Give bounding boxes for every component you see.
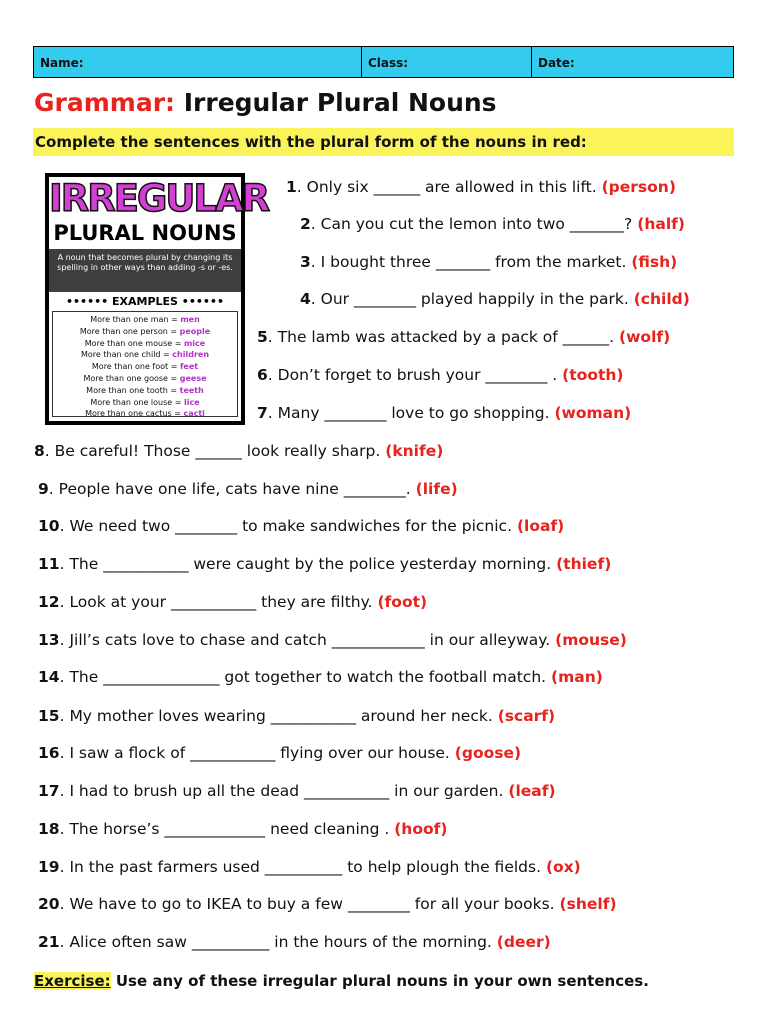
sentence-item: 16. I saw a flock of ___________ flying over our house. (goose): [38, 744, 522, 762]
sentence-noun-hint: (ox): [545, 858, 581, 876]
sentence-item: 8. Be careful! Those ______ look really sharp. (knife): [34, 442, 444, 460]
sentence-number: 12: [38, 593, 60, 611]
poster-example-row: [53, 397, 237, 409]
sentence-number: 2: [300, 215, 311, 233]
sentence-text: I saw a flock of ___________ flying over our house.: [69, 744, 450, 762]
class-field[interactable]: [362, 47, 532, 77]
poster-example-row: [53, 314, 237, 326]
sentence-number: 21: [38, 933, 60, 951]
sentence-text: Look at your ___________ they are filthy.: [69, 593, 373, 611]
sentence-number: 9: [38, 480, 49, 498]
sentence-item: 6. Don’t forget to brush your ________ . (tooth): [257, 366, 624, 384]
sentence-noun-hint: (thief): [556, 555, 612, 573]
sentence-number: 19: [38, 858, 60, 876]
poster-definition: A noun that becomes plural by changing its spelling in other ways than adding -s or -es.: [49, 249, 241, 292]
poster-example-row: [53, 373, 237, 385]
sentence-text: The _______________ got together to watch the football match.: [69, 668, 547, 686]
sentence-item: 7. Many ________ love to go shopping. (woman): [257, 404, 632, 422]
sentence-item: 15. My mother loves wearing ___________ around her neck. (scarf): [38, 707, 556, 725]
sentence-text: Many ________ love to go shopping.: [277, 404, 550, 422]
poster-example-plural: lice: [183, 397, 200, 407]
exercise-label: Exercise:: [34, 972, 111, 990]
poster-example-text: More than one goose =: [83, 373, 180, 383]
sentence-number: 4: [300, 290, 311, 308]
sentence-item: 10. We need two ________ to make sandwiches for the picnic. (loaf): [38, 517, 565, 535]
sentence-text: In the past farmers used __________ to help plough the fields.: [69, 858, 542, 876]
poster-example-plural: men: [180, 315, 200, 324]
sentence-noun-hint: (child): [633, 290, 690, 308]
poster-example-plural: children: [172, 350, 210, 360]
sentence-number: 6: [257, 366, 268, 384]
sentence-number: 5: [257, 328, 268, 346]
sentence-text: Be careful! Those ______ look really sharp.: [54, 442, 381, 460]
sentence-item: 11. The ___________ were caught by the police yesterday morning. (thief): [38, 555, 612, 573]
poster-example-row: [53, 349, 237, 361]
sentence-text: I had to brush up all the dead ___________ in our garden.: [69, 782, 504, 800]
exercise-text: Use any of these irregular plural nouns in your own sentences.: [110, 972, 649, 990]
poster-example-row: [53, 326, 237, 338]
name-label: Name:: [40, 56, 84, 70]
sentence-text: Jill’s cats love to chase and catch ____________ in our alleyway.: [69, 631, 551, 649]
sentence-text: I bought three _______ from the market.: [320, 253, 627, 271]
sentence-noun-hint: (tooth): [562, 366, 624, 384]
poster-example-row: [53, 361, 237, 373]
sentence-noun-hint: (wolf): [619, 328, 671, 346]
exercise-prompt: [34, 970, 649, 992]
title-main: Irregular Plural Nouns: [183, 88, 497, 117]
sentence-noun-hint: (shelf): [559, 895, 617, 913]
sentence-item: 13. Jill’s cats love to chase and catch ____________ in our alleyway. (mouse): [38, 631, 627, 649]
date-label: Date:: [538, 56, 575, 70]
poster-example-text: More than one mouse =: [84, 338, 184, 348]
poster-example-row: [53, 408, 237, 420]
sentence-text: Can you cut the lemon into two _______?: [320, 215, 633, 233]
sentence-number: 11: [38, 555, 60, 573]
poster-example-plural: teeth: [179, 385, 204, 395]
poster-example-plural: cacti: [183, 409, 205, 419]
sentence-item: 1. Only six ______ are allowed in this lift. (person): [286, 178, 676, 196]
poster-example-text: More than one foot =: [91, 362, 180, 372]
sentence-text: My mother loves wearing ___________ around her neck.: [69, 707, 493, 725]
sentence-number: 17: [38, 782, 60, 800]
sentence-number: 20: [38, 895, 60, 913]
title-prefix: Grammar:: [34, 88, 176, 117]
sentence-item: 19. In the past farmers used __________ to help plough the fields. (ox): [38, 858, 581, 876]
sentence-noun-hint: (fish): [631, 253, 678, 271]
sentence-number: 15: [38, 707, 60, 725]
header-table: [33, 46, 734, 78]
class-label: Class:: [368, 56, 409, 70]
sentence-item: 5. The lamb was attacked by a pack of ______. (wolf): [257, 328, 671, 346]
poster-example-text: More than one louse =: [90, 397, 184, 407]
poster-example-text: More than one person =: [79, 326, 180, 336]
instruction-banner: Complete the sentences with the plural form of the nouns in red:: [33, 128, 734, 156]
sentence-number: 14: [38, 668, 60, 686]
poster-example-plural: feet: [179, 362, 199, 372]
sentence-noun-hint: (goose): [454, 744, 522, 762]
sentence-text: Don’t forget to brush your ________ .: [277, 366, 558, 384]
sentence-text: We have to go to IKEA to buy a few ________ for all your books.: [69, 895, 555, 913]
sentence-number: 16: [38, 744, 60, 762]
sentence-noun-hint: (knife): [385, 442, 444, 460]
sentence-item: 17. I had to brush up all the dead ___________ in our garden. (leaf): [38, 782, 556, 800]
sentence-number: 13: [38, 631, 60, 649]
name-field[interactable]: [34, 47, 362, 77]
sentence-noun-hint: (deer): [496, 933, 551, 951]
date-field[interactable]: [532, 47, 733, 77]
poster-examples-list: [52, 311, 238, 417]
sentence-item: 21. Alice often saw __________ in the hours of the morning. (deer): [38, 933, 551, 951]
poster-examples-label: •••••• EXAMPLES ••••••: [66, 295, 224, 308]
sentence-number: 18: [38, 820, 60, 838]
sentence-text: We need two ________ to make sandwiches for the picnic.: [69, 517, 512, 535]
sentence-item: 2. Can you cut the lemon into two _______? (half): [300, 215, 685, 233]
poster-heading: IRREGULAR: [49, 177, 269, 220]
poster-example-text: More than one tooth =: [86, 385, 180, 395]
sentence-text: Our ________ played happily in the park.: [320, 290, 629, 308]
sentence-item: 18. The horse’s _____________ need cleaning . (hoof): [38, 820, 448, 838]
sentence-item: 4. Our ________ played happily in the park. (child): [300, 290, 690, 308]
sentence-number: 10: [38, 517, 60, 535]
poster-example-text: More than one man =: [90, 315, 181, 324]
poster-example-text: More than one cactus =: [85, 409, 184, 419]
poster-example-plural: people: [179, 326, 211, 336]
sentence-noun-hint: (loaf): [516, 517, 565, 535]
sentence-item: 12. Look at your ___________ they are filthy. (foot): [38, 593, 428, 611]
sentence-text: Alice often saw __________ in the hours of the morning.: [69, 933, 492, 951]
poster-example-row: [53, 385, 237, 397]
sentence-noun-hint: (half): [637, 215, 685, 233]
sentence-noun-hint: (foot): [377, 593, 428, 611]
sentence-noun-hint: (leaf): [508, 782, 556, 800]
sentence-number: 8: [34, 442, 45, 460]
sentence-noun-hint: (person): [601, 178, 676, 196]
poster-example-row: [53, 338, 237, 350]
poster-example-plural: geese: [179, 373, 207, 383]
sentence-item: 9. People have one life, cats have nine ________. (life): [38, 480, 458, 498]
sentence-number: 1: [286, 178, 297, 196]
sentence-item: 20. We have to go to IKEA to buy a few ________ for all your books. (shelf): [38, 895, 617, 913]
sentence-text: Only six ______ are allowed in this lift.: [306, 178, 597, 196]
poster-subheading: PLURAL NOUNS: [53, 221, 237, 245]
page-title: [34, 88, 497, 117]
poster-example-plural: mice: [183, 338, 206, 348]
sentence-text: The lamb was attacked by a pack of ______.: [277, 328, 615, 346]
sentence-text: The horse’s _____________ need cleaning .: [69, 820, 390, 838]
poster-example-text: More than one child =: [80, 350, 173, 360]
sentence-number: 7: [257, 404, 268, 422]
sentence-item: 14. The _______________ got together to watch the football match. (man): [38, 668, 603, 686]
sentence-noun-hint: (man): [551, 668, 603, 686]
sentence-noun-hint: (woman): [554, 404, 632, 422]
sentence-item: 3. I bought three _______ from the market. (fish): [300, 253, 678, 271]
sentence-noun-hint: (scarf): [497, 707, 556, 725]
sentence-noun-hint: (mouse): [555, 631, 627, 649]
sentence-text: People have one life, cats have nine ________.: [58, 480, 411, 498]
sentence-noun-hint: (hoof): [394, 820, 448, 838]
sentence-noun-hint: (life): [415, 480, 458, 498]
irregular-plural-poster: [45, 173, 269, 425]
sentence-number: 3: [300, 253, 311, 271]
sentence-text: The ___________ were caught by the police yesterday morning.: [69, 555, 552, 573]
